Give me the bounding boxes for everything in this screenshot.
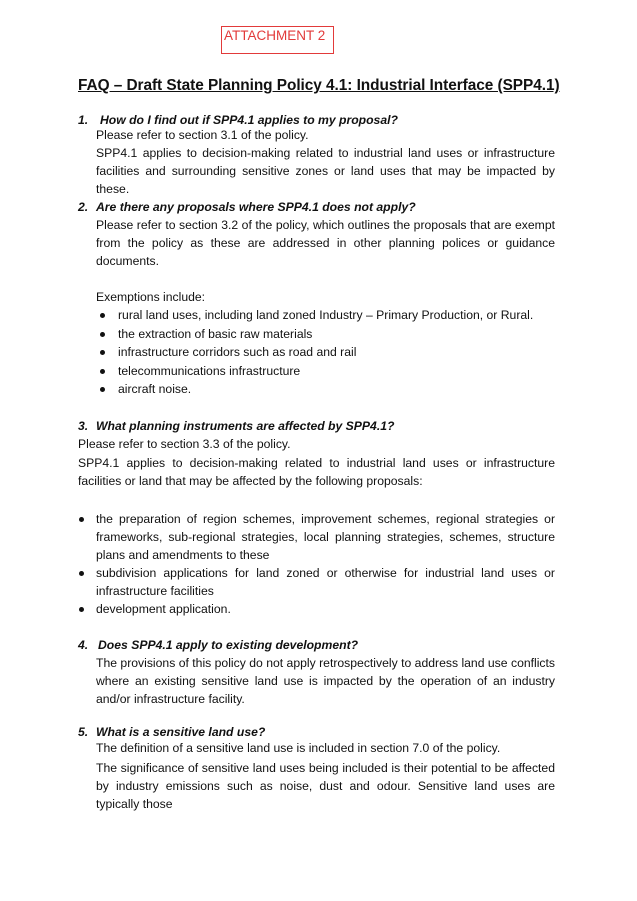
bullet-icon [100, 332, 105, 337]
bullet-icon [100, 369, 105, 374]
question-2-number: 2. [78, 200, 89, 214]
q5-paragraph-1: The definition of a sensitive land use is included in section 7.0 of the policy. [96, 741, 501, 755]
page-title: FAQ – Draft State Planning Policy 4.1: Industrial Interface (SPP4.1) [78, 77, 560, 94]
q3-paragraph-2: SPP4.1 applies to decision-making related to industrial land uses or infrastructure facilities or land that may be affected by the following proposals: [78, 456, 555, 488]
bullet-icon [100, 350, 105, 355]
exemptions-list [96, 306, 555, 399]
list-item: infrastructure corridors such as road and rail [96, 343, 555, 362]
proposals-list [78, 510, 555, 618]
list-item: the extraction of basic raw materials [96, 325, 555, 344]
list-item: the preparation of region schemes, improvement schemes, regional strategies or frameworks, sub-regional strategies, local planning strategies, schemes, structure plans and amendments to these [78, 510, 555, 564]
bullet-icon [100, 387, 105, 392]
q5-paragraph-2: The significance of sensitive land uses being included is their potential to be affected by industry emissions such as noise, dust and odour. Sensitive land uses are typically those [96, 761, 555, 811]
list-item: aircraft noise. [96, 380, 555, 399]
question-5-text: What is a sensitive land use? [96, 725, 266, 739]
question-4-text: Does SPP4.1 apply to existing development? [98, 638, 359, 652]
q2-exemptions-intro: Exemptions include: [96, 290, 206, 304]
question-1-number: 1. [78, 113, 89, 127]
question-3-number: 3. [78, 419, 89, 433]
list-item: telecommunications infrastructure [96, 362, 555, 381]
bullet-icon [79, 607, 84, 612]
question-1-text: How do I find out if SPP4.1 applies to my proposal? [100, 113, 398, 127]
question-2 [78, 200, 416, 214]
question-2-text: Are there any proposals where SPP4.1 does not apply? [96, 200, 416, 214]
question-5 [78, 725, 265, 739]
list-item: subdivision applications for land zoned or otherwise for industrial land uses or infrastructure facilities [78, 564, 555, 600]
q2-paragraph-1: Please refer to section 3.2 of the policy, which outlines the proposals that are exempt from the policy as these are addressed in other planning polices or guidance documents. [96, 218, 555, 268]
question-5-number: 5. [78, 725, 89, 739]
bullet-icon [100, 313, 105, 318]
question-3 [78, 419, 394, 433]
question-3-text: What planning instruments are affected by SPP4.1? [96, 419, 395, 433]
attachment-label: ATTACHMENT 2 [221, 26, 334, 54]
q1-paragraph-2: SPP4.1 applies to decision-making related to industrial land uses or infrastructure facilities and surrounding sensitive zones or land uses that may be impacted by these. [96, 146, 555, 196]
question-1 [78, 113, 398, 127]
question-4 [78, 638, 358, 652]
bullet-icon [79, 571, 84, 576]
bullet-icon [79, 517, 84, 522]
q4-paragraph-1: The provisions of this policy do not apply retrospectively to address land use conflicts where an existing sensitive land use is impacted by the operation of an industry and/or infrastructure facility. [96, 656, 555, 706]
list-item: development application. [78, 600, 555, 618]
list-item: rural land uses, including land zoned Industry – Primary Production, or Rural. [96, 306, 555, 325]
question-4-number: 4. [78, 638, 89, 652]
q3-paragraph-1: Please refer to section 3.3 of the policy. [78, 437, 291, 451]
q1-paragraph-1: Please refer to section 3.1 of the policy. [96, 128, 309, 142]
